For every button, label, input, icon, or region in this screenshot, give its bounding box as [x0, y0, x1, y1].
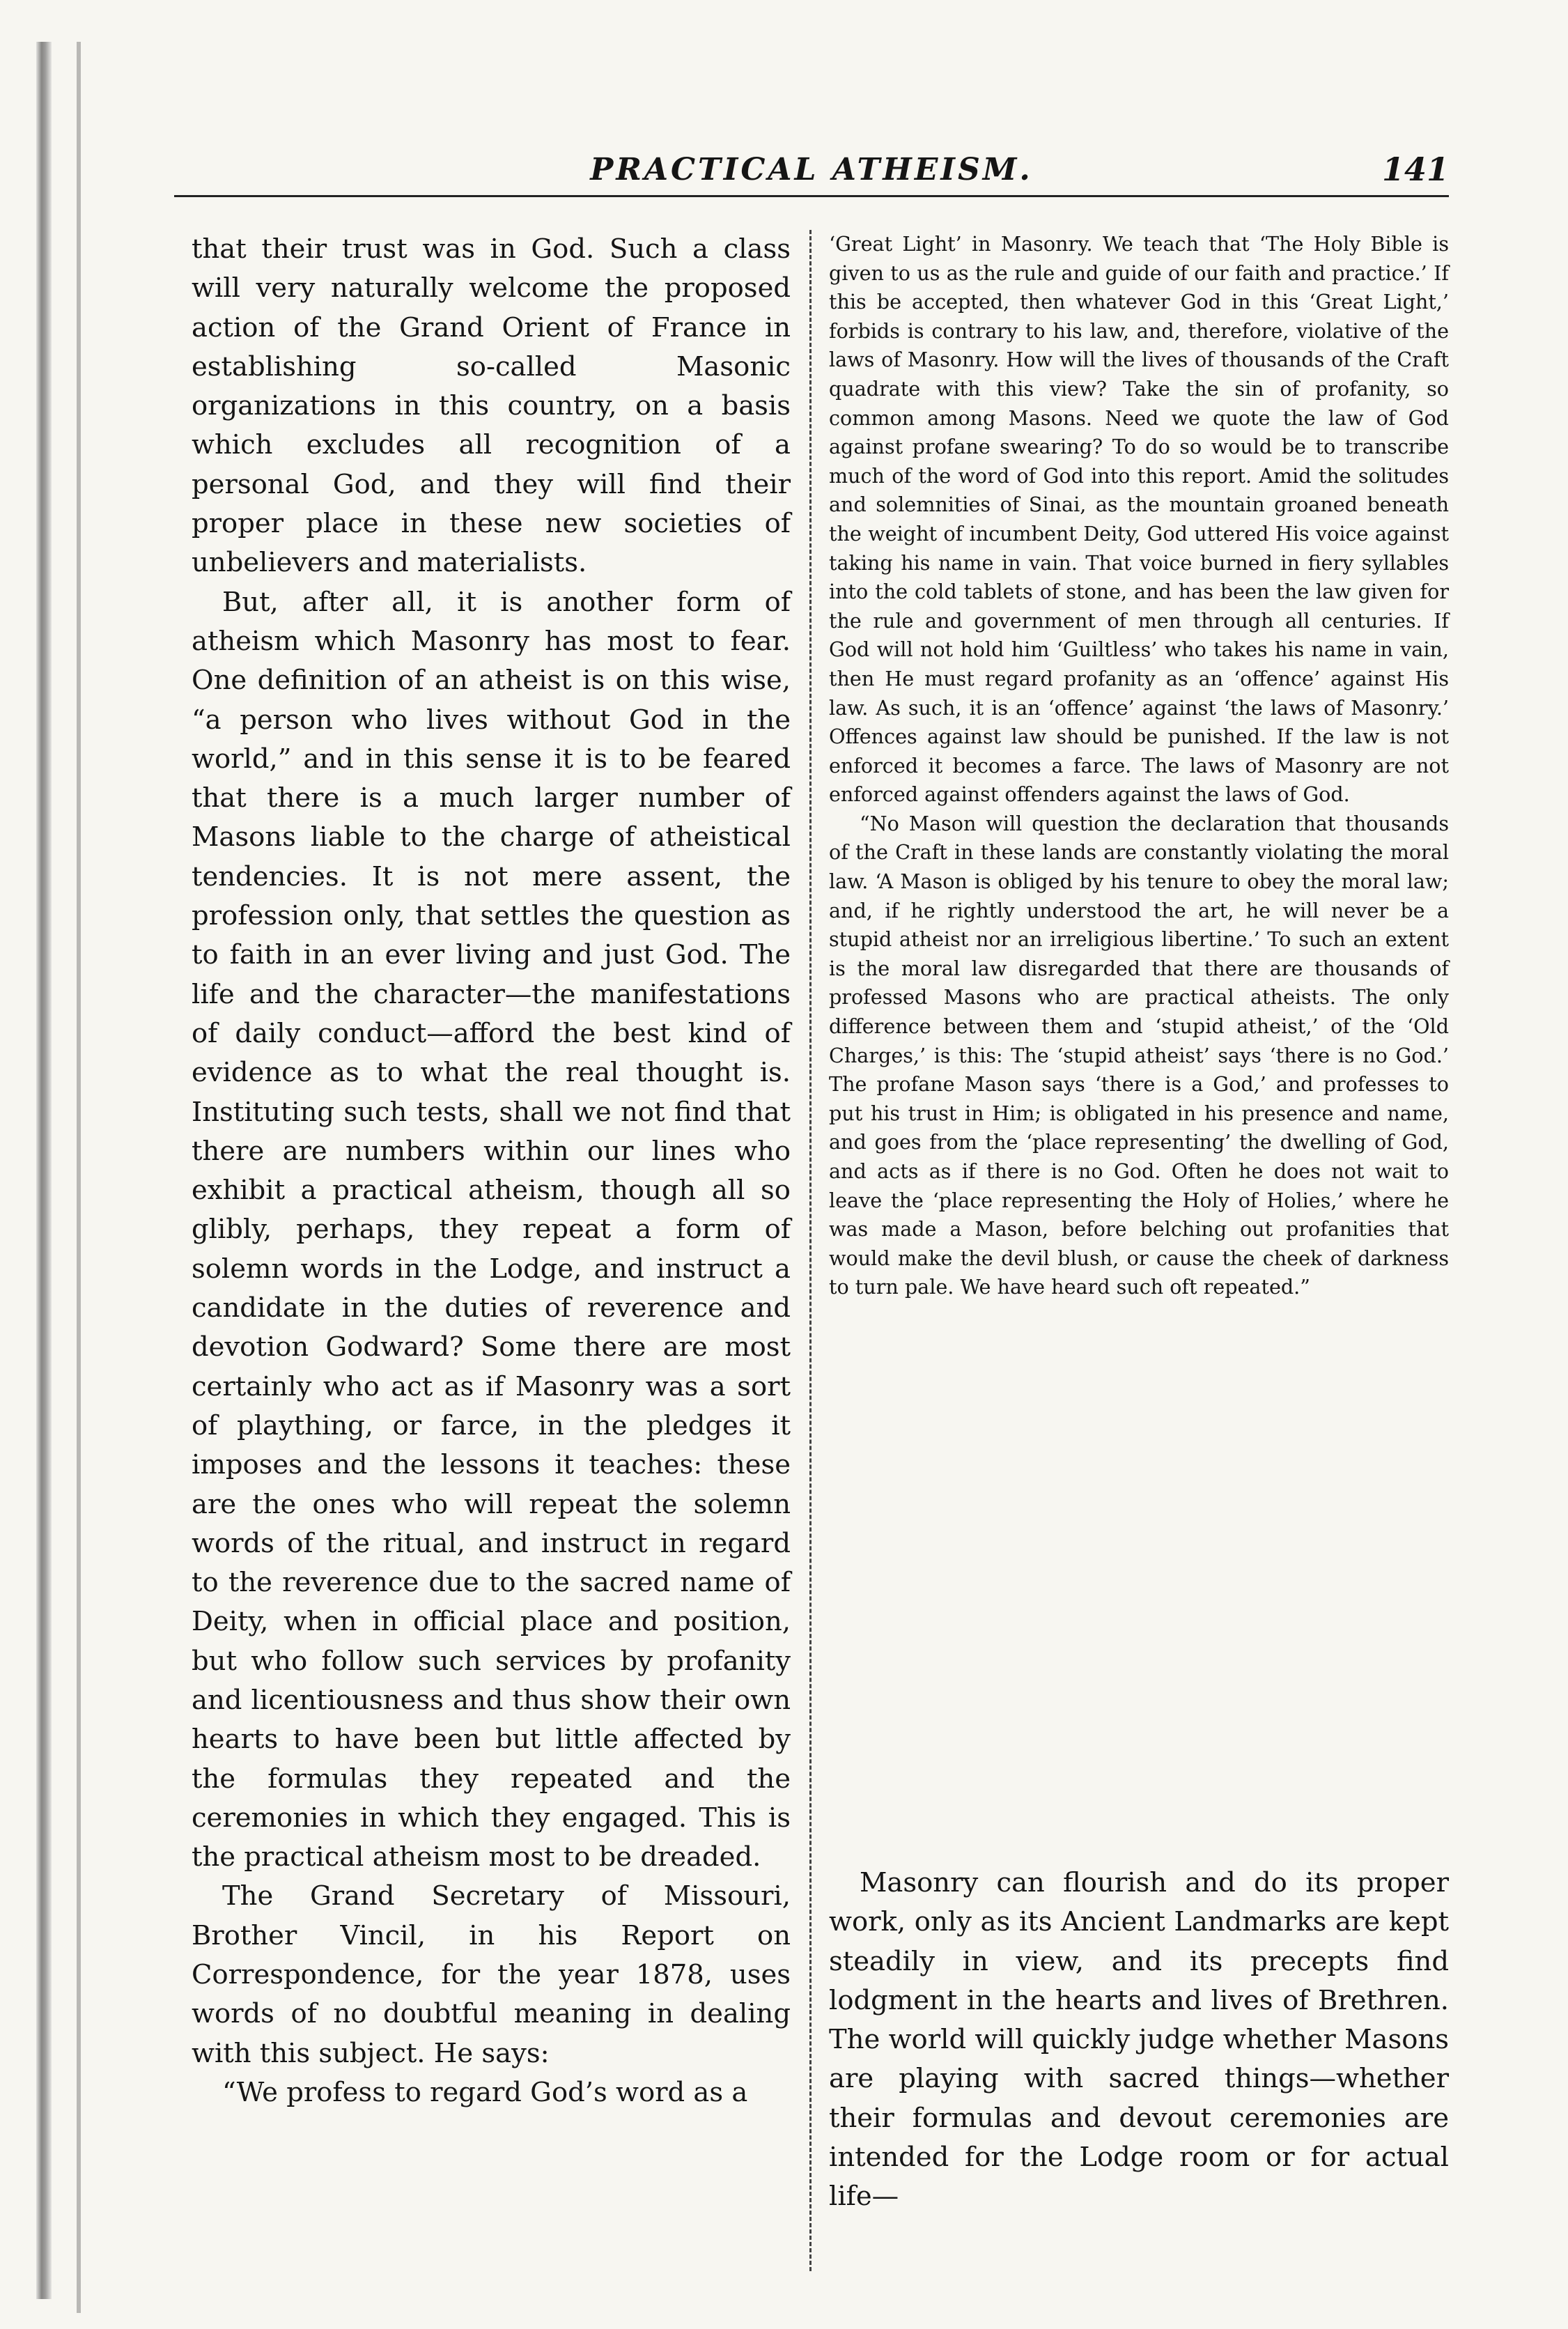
paragraph-left-4: “We profess to regard God’s word as a — [222, 2076, 748, 2108]
page-number: 141 — [1381, 150, 1449, 188]
quote-paragraph-1: ‘Great Light’ in Masonry. We teach that ‘The Holy Bible is given to us as the rule and guide of our faith and practice.’ If this be accepted, then whatever God in this ‘Great Light,’ forbids is contrary to his law, and, therefore, violative of the laws of Masonry. How will the lives of thousands of the Craft quadrate with this view? Take the sin of profanity, so common among Masons. Need we quote the law of God against profane swearing? To do so would be to transcribe much of the word of God into this report. Amid the solitudes and solemnities of Sinai, as the mountain groaned beneath the weight of incumbent Deity, God uttered His voice against taking his name in vain. That voice burned in fiery syllables into the cold tablets of stone, and has been the law given for the rule and government of men through all centuries. If God will not hold him ‘Guiltless’ who takes his name in vain, then He must regard profanity as an ‘offence’ against His law. As such, it is an ‘offence’ against ‘the laws of Masonry.’ Offences against law should be punished. If the law is not enforced it becomes a farce. The laws of Masonry are not enforced against offenders against the laws of God. — [829, 232, 1449, 807]
paragraph-left-2: But, after all, it is another form of atheism which Masonry has most to fear. One definition of an atheist is on this wise, “a person who lives without God in the world,” and in this sense it is to be feared that there is a much larger number of Masons liable to the charge of atheistical tendencies. It is not mere assent, the profession only, that settles the question as to faith in an ever living and just God. The life and the character—the manifestations of daily conduct—afford the best kind of evidence as to what the real thought is. Instituting such tests, shall we not find that there are numbers within our lines who exhibit a practical atheism, though all so glibly, perhaps, they repeat a form of solemn words in the Lodge, and instruct a candidate in the duties of reverence and devotion Godward? Some there are most certainly who act as if Masonry was a sort of plaything, or farce, in the pledges it imposes and the lessons it teaches: these are the ones who will repeat the solemn words of the ritual, and instruct in regard to the reverence due to the sacred name of Deity, when in official place and position, but who follow such services by profanity and licentiousness and thus show their own hearts to have been but little affected by the formulas they repeated and the ceremonies in which they engaged. This is the practical atheism most to be dreaded. — [192, 586, 791, 1873]
book-gutter-line — [77, 42, 81, 2313]
column-divider — [809, 230, 812, 2271]
paragraph-left-1: that their trust was in God. Such a class will very naturally welcome the proposed action of the Grand Orient of France in establishing so-called Masonic organizations in this country, on a basis which excludes all recognition of a personal God, and they will find their proper place in these new societies of unbelievers and materialists. — [192, 233, 791, 579]
paragraph-left-3: The Grand Secretary of Missouri, Brother Vincil, in his Report on Correspondence, for the year 1878, uses words of no doubtful meaning in dealing with this subject. He says: — [192, 1880, 791, 2069]
running-head: PRACTICAL ATHEISM. — [590, 152, 1033, 187]
book-binding-shadow — [36, 42, 52, 2299]
closing-paragraph: Masonry can flourish and do its proper work, only as its Ancient Landmarks are kept steadily in view, and its precepts find lodgment in the hearts and lives of Brethren. The world will quickly judge whether Masons are playing with sacred things—whether their formulas and devout ceremonies are intended for the Lodge room or for actual life— — [829, 1867, 1449, 2213]
right-column-quote — [829, 230, 1449, 1302]
page-header — [174, 146, 1449, 197]
right-column-closing — [829, 1864, 1449, 2217]
left-column — [192, 230, 791, 2112]
quote-paragraph-2: “No Mason will question the declaration that thousands of the Craft in these lands are constantly violating the moral law. ‘A Mason is obliged by his tenure to obey the moral law; and, if he rightly understood the art, he will never be a stupid atheist nor an irreligious libertine.’ To such an extent is the moral law disregarded that there are thousands of professed Masons who are practical atheists. The only difference between them and ‘stupid atheist,’ of the ‘Old Charges,’ is this: The ‘stupid atheist’ says ‘there is no God.’ The profane Mason says ‘there is a God,’ and professes to put his trust in Him; is obligated in his presence and name, and goes from the ‘place representing’ the dwelling of God, and acts as if there is no God. Often he does not wait to leave the ‘place representing the Holy of Holies,’ where he was made a Mason, before belching out profanities that would make the devil blush, or cause the cheek of darkness to turn pale. We have heard such oft repeated.” — [829, 811, 1449, 1299]
